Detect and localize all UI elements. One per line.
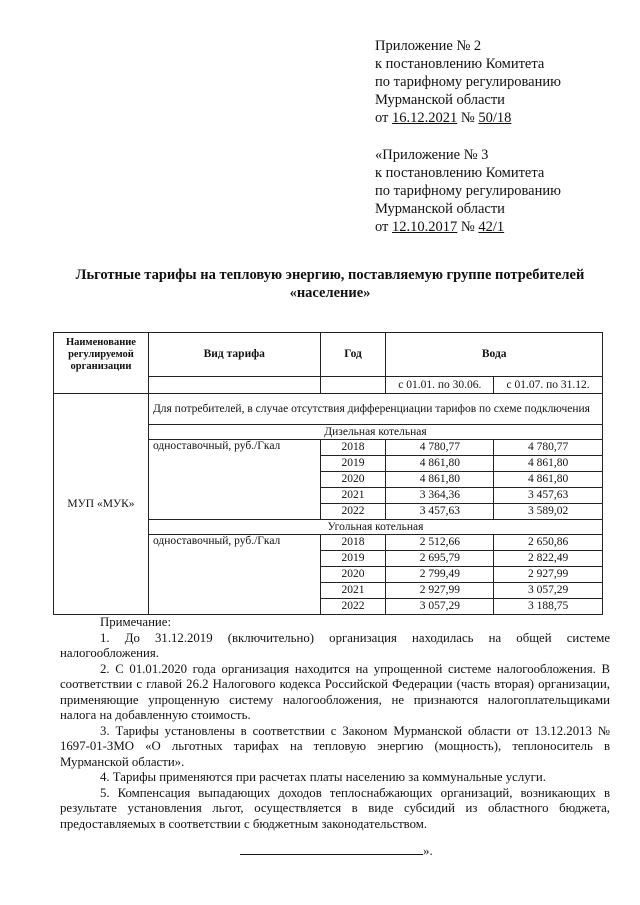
notes-heading: Примечание:: [100, 615, 171, 629]
year-cell: 2021: [320, 488, 386, 504]
note-item-5: 5. Компенсация выпадающих доходов теплоснабжающих организаций, возникающих в результате установления льгот, осуществляется в виде субсидий из областного бюджета, предоставляемых в соответствии с бюджетным законодательством.: [60, 785, 610, 831]
header-tariff-type: Вид тарифа: [148, 333, 320, 377]
h2-cell: 4 780,77: [494, 440, 603, 456]
period-empty-2: [320, 377, 386, 394]
h1-cell: 4 780,77: [386, 440, 494, 456]
appendix-2-no: №: [457, 110, 479, 126]
year-cell: 2019: [320, 551, 386, 567]
appendix-2-from: от: [375, 110, 393, 126]
appendix-2-line-1: Приложение № 2: [375, 38, 482, 54]
org-name: МУП «МУК»: [54, 394, 149, 615]
closing-quote: ».: [423, 843, 433, 858]
appendix-3-no: №: [457, 219, 479, 235]
note-item-4: 4. Тарифы применяются при расчетах платы населению за коммунальные услуги.: [100, 770, 546, 784]
h2-cell: 4 861,80: [494, 456, 603, 472]
appendix-3-date-line: [375, 218, 561, 236]
h2-cell: 3 589,02: [494, 504, 603, 520]
period-h2: с 01.07. по 31.12.: [494, 377, 603, 394]
group-2-caption: Угольная котельная: [148, 520, 602, 535]
appendix-3-line-4: Мурманской области: [375, 201, 505, 217]
group-1-tariff: одноставочный, руб./Гкал: [148, 440, 320, 520]
header-year: Год: [320, 333, 386, 377]
h1-cell: 4 861,80: [386, 456, 494, 472]
appendix-2-line-4: Мурманской области: [375, 92, 505, 108]
note-item-2: 2. С 01.01.2020 года организация находится на упрощенной системе налогообложения. В соответствии с главой 26.2 Налогового кодекса Российской Федерации (часть вторая) организации, применяющие упрощенную систему налогообложения, не признаются налогоплательщиками налога на добавленную стоимость.: [60, 661, 610, 722]
year-cell: 2018: [320, 535, 386, 551]
appendix-3-date: 12.10.2017: [392, 219, 458, 235]
header-org: Наименование регулируемой организации: [54, 333, 149, 394]
appendix-3-from: от: [375, 219, 393, 235]
appendix-3-number: 42/1: [478, 219, 505, 235]
h1-cell: 3 364,36: [386, 488, 494, 504]
h1-cell: 4 861,80: [386, 472, 494, 488]
h1-cell: 2 927,99: [386, 583, 494, 599]
year-cell: 2021: [320, 583, 386, 599]
notes-section: [60, 615, 610, 832]
note-row: [54, 394, 603, 425]
h1-cell: 2 799,49: [386, 567, 494, 583]
year-cell: 2019: [320, 456, 386, 472]
h1-cell: 3 457,63: [386, 504, 494, 520]
h1-cell: 2 512,66: [386, 535, 494, 551]
appendix-2-date: 16.12.2021: [392, 110, 458, 126]
appendix-3-line-3: по тарифному регулированию: [375, 183, 561, 199]
appendix-3-line-2: к постановлению Комитета: [375, 165, 545, 181]
appendix-3-line-1: «Приложение № 3: [375, 147, 489, 163]
group-2-tariff: одноставочный, руб./Гкал: [148, 535, 320, 615]
tariff-table: [53, 332, 603, 615]
year-cell: 2022: [320, 504, 386, 520]
note-row-text: Для потребителей, в случае отсутствия дифференциации тарифов по схеме подключения: [148, 394, 602, 425]
year-cell: 2020: [320, 567, 386, 583]
appendix-2-line-2: к постановлению Комитета: [375, 56, 545, 72]
table-header-row: [54, 333, 603, 377]
year-cell: 2018: [320, 440, 386, 456]
h2-cell: 4 861,80: [494, 472, 603, 488]
h2-cell: 3 057,29: [494, 583, 603, 599]
h1-cell: 3 057,29: [386, 599, 494, 615]
note-item-3: 3. Тарифы установлены в соответствии с Законом Мурманской области от 13.12.2013 № 1697-01-ЗМО «О льготных тарифах на тепловую энергию (мощность), теплоноситель в Мурманской области».: [60, 723, 610, 769]
h2-cell: 2 650,86: [494, 535, 603, 551]
appendix-2-header: [375, 37, 561, 127]
period-h1: с 01.01. по 30.06.: [386, 377, 494, 394]
year-cell: 2020: [320, 472, 386, 488]
group-1-caption: Дизельная котельная: [148, 425, 602, 440]
appendix-2-line-3: по тарифному регулированию: [375, 74, 561, 90]
h2-cell: 3 188,75: [494, 599, 603, 615]
appendix-2-date-line: [375, 109, 561, 127]
h2-cell: 2 927,99: [494, 567, 603, 583]
h2-cell: 3 457,63: [494, 488, 603, 504]
closing-line: [240, 843, 433, 859]
year-cell: 2022: [320, 599, 386, 615]
document-title: Льготные тарифы на тепловую энергию, поставляемую группе потребителей «население»: [75, 267, 585, 301]
h1-cell: 2 695,79: [386, 551, 494, 567]
h2-cell: 2 822,49: [494, 551, 603, 567]
appendix-2-number: 50/18: [478, 110, 512, 126]
appendix-3-header: [375, 146, 561, 236]
note-item-1: 1. До 31.12.2019 (включительно) организация находилась на общей системе налогообложения.: [60, 630, 610, 660]
header-water: Вода: [386, 333, 603, 377]
period-empty-1: [148, 377, 320, 394]
closing-rule: [240, 843, 423, 855]
